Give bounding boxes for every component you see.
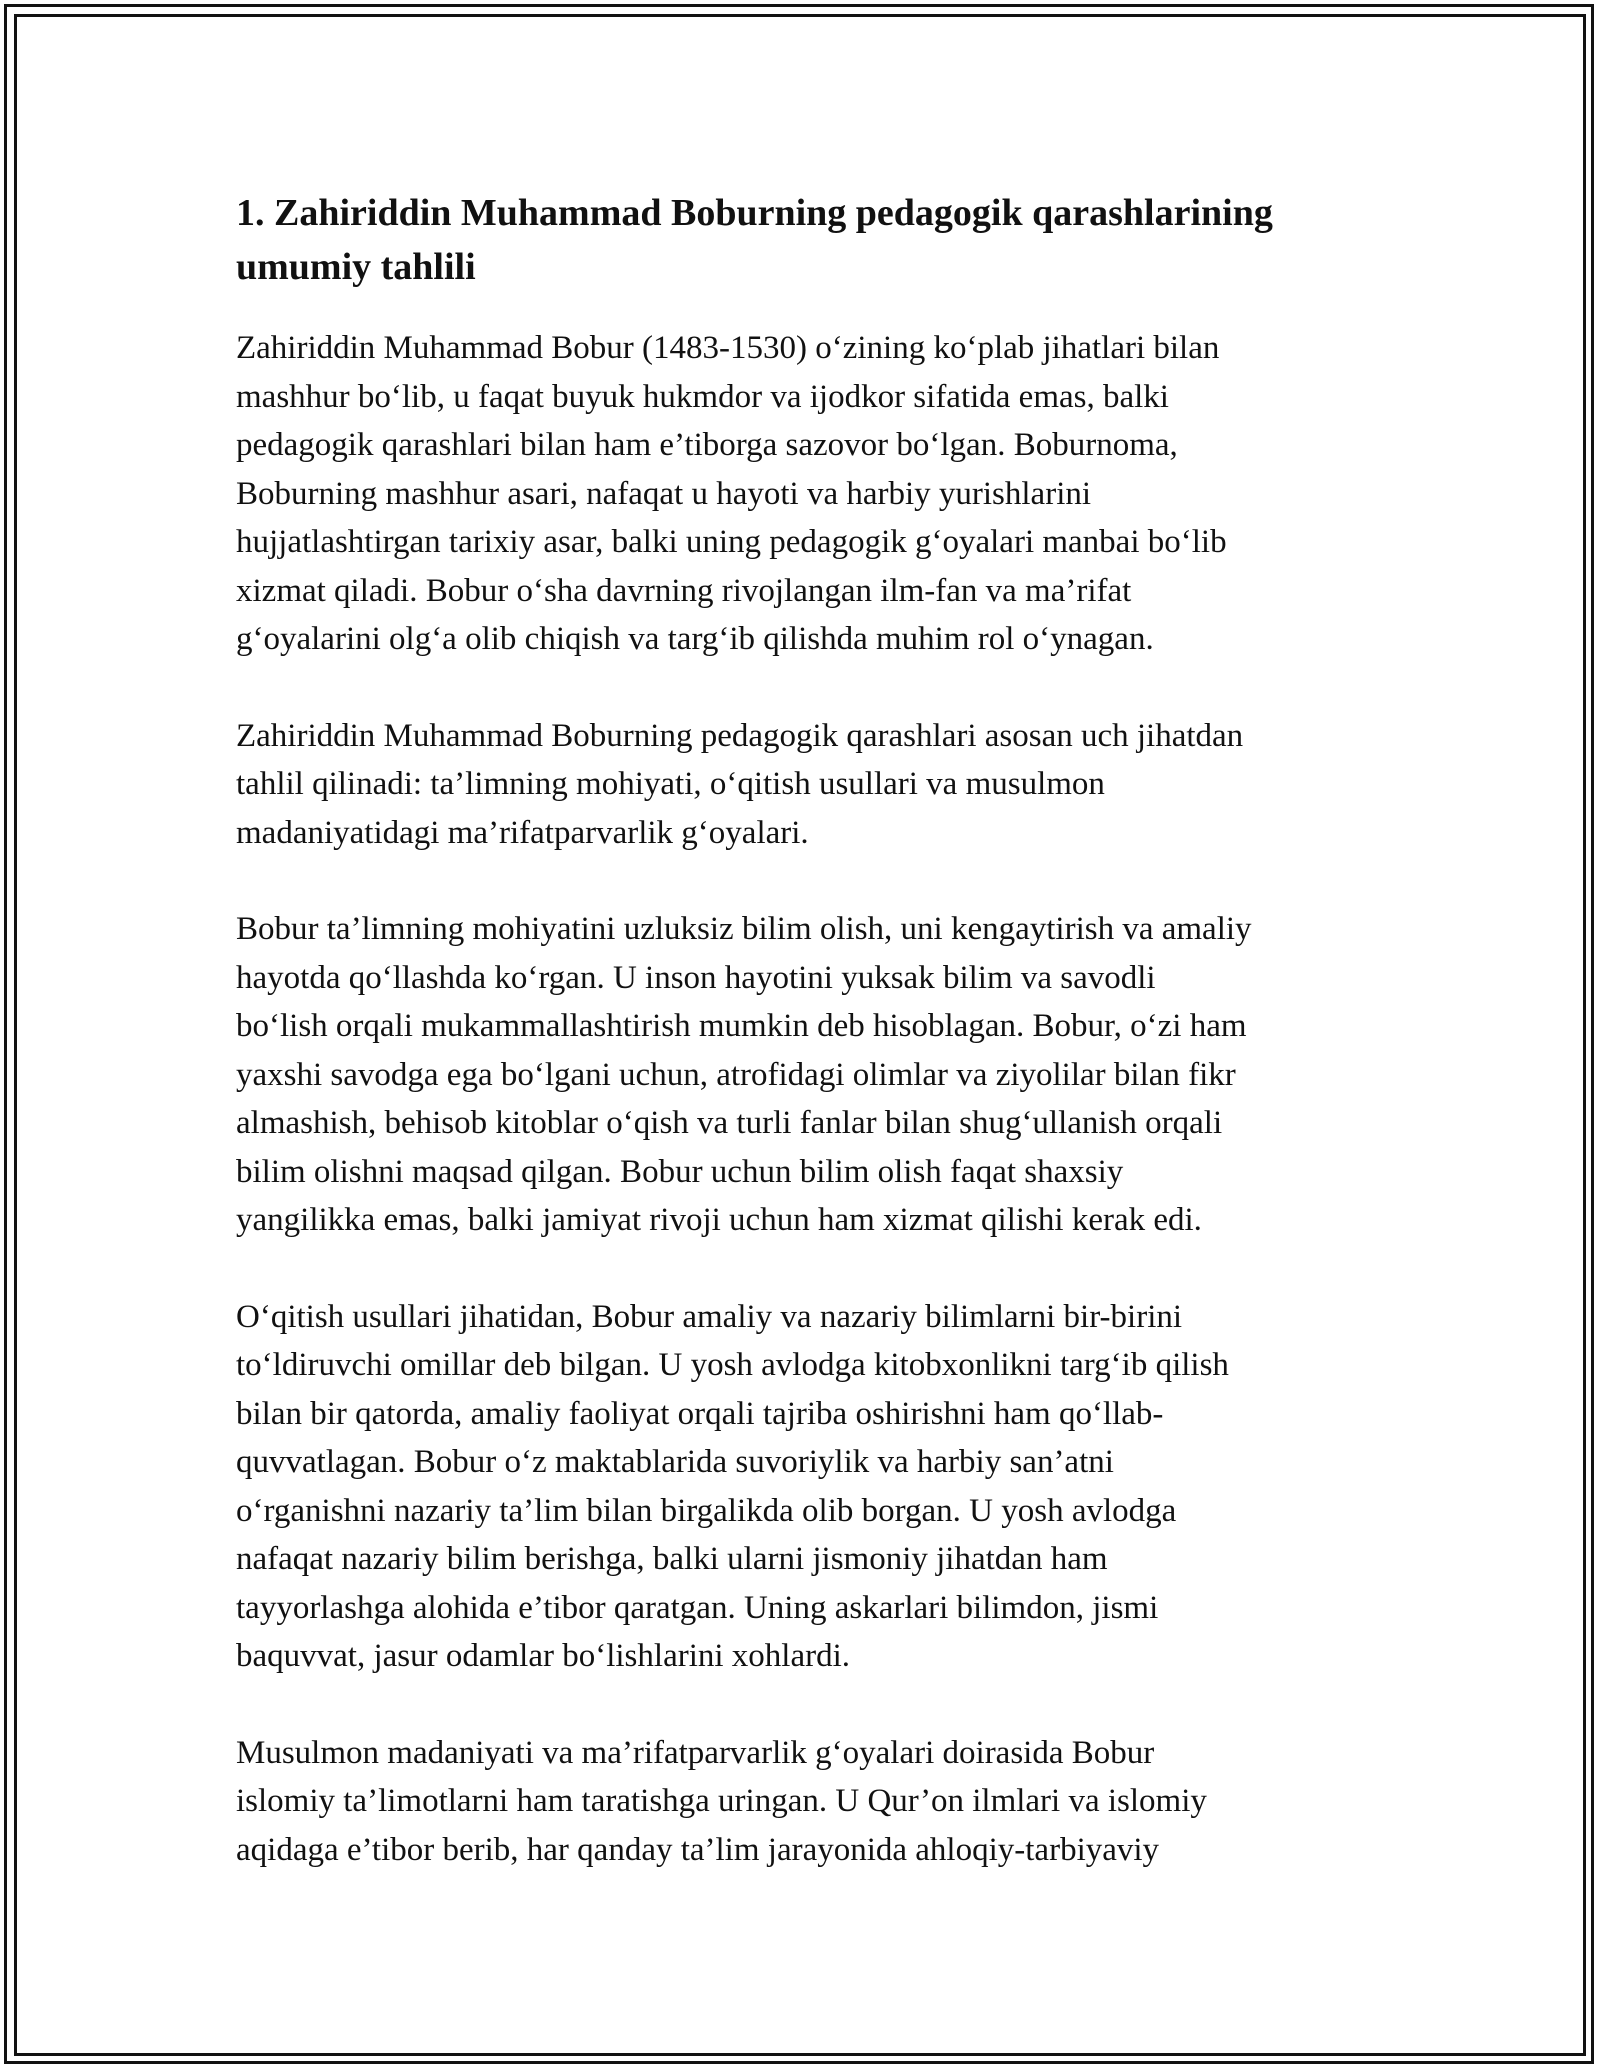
paragraph-5: Musulmon madaniyati va ma’rifatparvarlik g‘oyalari doirasida Bobur islomiy ta’limotlarni ham taratishga uringan. U Qur’on ilmlari va islomiy aqidaga e’tibor berib, har qanday ta’lim jarayonida ahloqiy-tarbiyaviy bbox=[236, 1734, 1207, 1868]
paragraph-2: Zahiriddin Muhammad Boburning pedagogik qarashlari asosan uch jihatdan tahlil qilinadi: ta’limning mohiyati, o‘qitish usullari va musulmon madaniyatidagi ma’rifatparvarlik g‘oyalari. bbox=[236, 717, 1244, 851]
paragraph-1: Zahiriddin Muhammad Bobur (1483-1530) o‘zining ko‘plab jihatlari bilan mashhur bo‘lib, u faqat buyuk hukmdor va ijodkor sifatida emas, balki pedagogik qarashlari bilan ham e’tiborga sazovor bo‘lgan. Boburnoma, Boburning mashhur asari, nafaqat u hayoti va harbiy yurishlarini hujjatlashtirgan tarixiy asar, balki uning pedagogik g‘oyalari manbai bo‘lib xizmat qiladi. Bobur o‘sha davrning rivojlangan ilm-fan va ma’rifat g‘oyalarini olg‘a olib chiqish va targ‘ib qilishda muhim rol o‘ynagan. bbox=[236, 330, 1227, 657]
section-title: 1. Zahiriddin Muhammad Boburning pedagogik qarashlarining umumiy tahlili bbox=[236, 192, 1273, 288]
paragraph-4: O‘qitish usullari jihatidan, Bobur amaliy va nazariy bilimlarni bir-birini to‘ldiruvchi omillar deb bilgan. U yosh avlodga kitobxonlikni targ‘ib qilish bilan bir qatorda, amaliy faoliyat orqali tajriba oshirishni ham qo‘llab- quvvatlagan. Bobur o‘z maktablarida suvoriylik va harbiy san’atni o‘rganishni nazariy ta’lim bilan birgalikda olib borgan. U yosh avlodga nafaqat nazariy bilim berishga, balki ularni jismoniy jihatdan ham tayyorlashga alohida e’tibor qaratgan. Uning askarlari bilimdon, jismi baquvvat, jasur odamlar bo‘lishlarini xohlardi. bbox=[236, 1298, 1229, 1674]
paragraph-3: Bobur ta’limning mohiyatini uzluksiz bilim olish, uni kengaytirish va amaliy hayotda qo‘llashda ko‘rgan. U inson hayotini yuksak bilim va savodli bo‘lish orqali mukammallashtirish mumkin deb hisoblagan. Bobur, o‘zi ham yaxshi savodga ega bo‘lgani uchun, atrofidagi olimlar va ziyolilar bilan fikr almashish, behisob kitoblar o‘qish va turli fanlar bilan shug‘ullanish orqali bilim olishni maqsad qilgan. Bobur uchun bilim olish faqat shaxsiy yangilikka emas, balki jamiyat rivoji uchun ham xizmat qilishi kerak edi. bbox=[236, 911, 1252, 1238]
document-body bbox=[236, 186, 1376, 1922]
